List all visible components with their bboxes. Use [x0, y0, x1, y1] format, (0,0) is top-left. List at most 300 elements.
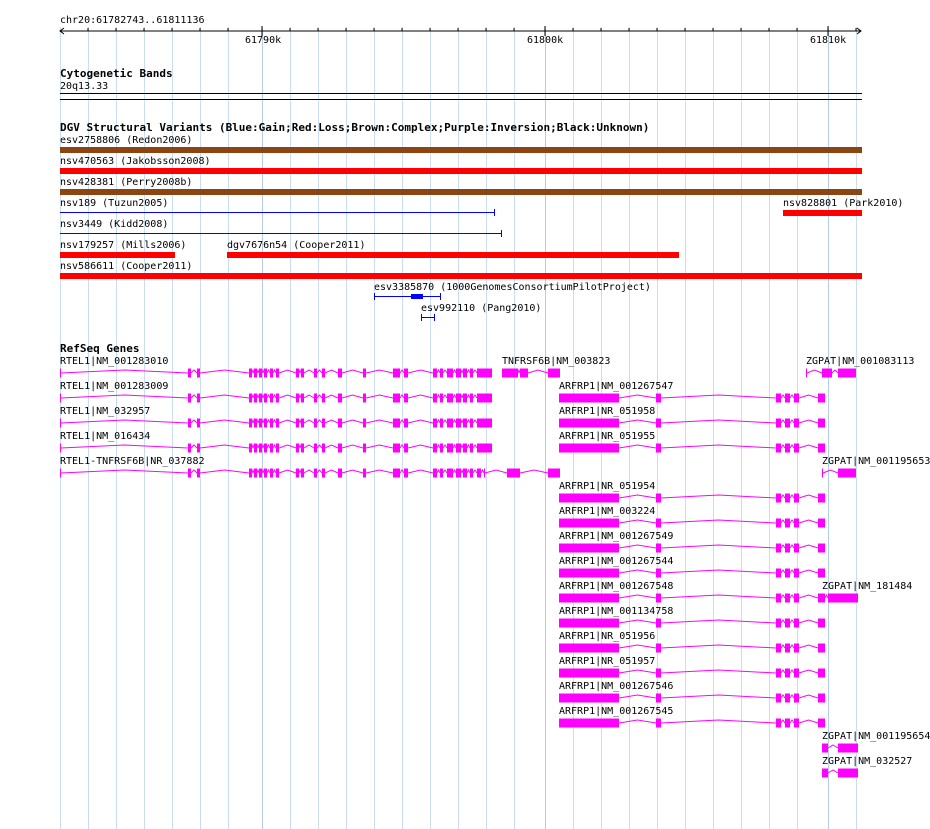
intron-line[interactable]: [400, 445, 404, 448]
arfrp1-exon[interactable]: [656, 494, 661, 503]
intron-line[interactable]: [437, 370, 440, 373]
rtel1-exon[interactable]: [363, 444, 366, 453]
rtel1-exon[interactable]: [470, 369, 473, 378]
arfrp1-exon[interactable]: [776, 694, 781, 703]
intron-line[interactable]: [828, 770, 838, 773]
rtel1-exon[interactable]: [363, 394, 366, 403]
intron-line[interactable]: [304, 445, 314, 448]
arfrp1-exon[interactable]: [785, 544, 790, 553]
intron-line[interactable]: [262, 420, 264, 423]
intron-line[interactable]: [408, 445, 433, 448]
intron-line[interactable]: [342, 445, 363, 448]
intron-line[interactable]: [257, 395, 259, 398]
intron-line[interactable]: [366, 445, 393, 448]
intron-line[interactable]: [325, 395, 338, 398]
intron-line[interactable]: [799, 495, 818, 498]
rtel1-exon[interactable]: [301, 444, 304, 453]
intron-line[interactable]: [661, 570, 776, 573]
intron-line[interactable]: [273, 370, 276, 373]
rtel1-tnfrsf6b-exon[interactable]: [548, 469, 560, 478]
intron-line[interactable]: [518, 370, 520, 373]
intron-line[interactable]: [619, 545, 656, 548]
arfrp1-exon[interactable]: [794, 594, 799, 603]
arfrp1-exon[interactable]: [656, 594, 661, 603]
intron-line[interactable]: [304, 370, 314, 373]
arfrp1-exon[interactable]: [785, 519, 790, 528]
arfrp1-exon[interactable]: [559, 569, 619, 578]
intron-line[interactable]: [443, 470, 447, 473]
arfrp1-exon[interactable]: [559, 669, 619, 678]
rtel1-exon[interactable]: [440, 444, 443, 453]
intron-line[interactable]: [257, 445, 259, 448]
intron-line[interactable]: [473, 420, 477, 423]
rtel1-exon[interactable]: [259, 444, 262, 453]
gene-label[interactable]: ARFRP1|NR_051956: [559, 631, 656, 642]
zgpat-exon[interactable]: [838, 369, 856, 378]
intron-line[interactable]: [267, 445, 270, 448]
intron-line[interactable]: [191, 445, 197, 448]
rtel1-exon[interactable]: [188, 369, 191, 378]
intron-line[interactable]: [781, 395, 785, 398]
intron-line[interactable]: [299, 395, 301, 398]
rtel1-tnfrsf6b-exon[interactable]: [322, 469, 325, 478]
rtel1-tnfrsf6b-exon[interactable]: [254, 469, 257, 478]
intron-line[interactable]: [799, 720, 818, 723]
rtel1-exon[interactable]: [276, 394, 279, 403]
intron-line[interactable]: [400, 395, 404, 398]
variant-label[interactable]: nsv3449 (Kidd2008): [60, 219, 169, 230]
arfrp1-exon[interactable]: [559, 619, 619, 628]
variant-label[interactable]: nsv189 (Tuzun2005): [60, 198, 169, 209]
intron-line[interactable]: [790, 720, 794, 723]
intron-line[interactable]: [437, 395, 440, 398]
rtel1-exon[interactable]: [276, 419, 279, 428]
arfrp1-exon[interactable]: [785, 444, 790, 453]
intron-line[interactable]: [279, 395, 296, 398]
rtel1-exon[interactable]: [338, 369, 342, 378]
intron-line[interactable]: [299, 445, 301, 448]
intron-line[interactable]: [61, 370, 188, 373]
rtel1-exon[interactable]: [463, 369, 467, 378]
rtel1-exon[interactable]: [433, 394, 437, 403]
intron-line[interactable]: [790, 570, 794, 573]
intron-line[interactable]: [279, 445, 296, 448]
arfrp1-exon[interactable]: [776, 444, 781, 453]
intron-line[interactable]: [279, 370, 296, 373]
intron-line[interactable]: [790, 695, 794, 698]
arfrp1-exon[interactable]: [776, 669, 781, 678]
intron-line[interactable]: [467, 420, 470, 423]
rtel1-tnfrsf6b-exon[interactable]: [314, 469, 317, 478]
arfrp1-exon[interactable]: [559, 519, 619, 528]
intron-line[interactable]: [661, 670, 776, 673]
intron-line[interactable]: [790, 520, 794, 523]
intron-line[interactable]: [461, 420, 463, 423]
rtel1-tnfrsf6b-exon[interactable]: [477, 469, 481, 478]
rtel1-tnfrsf6b-exon[interactable]: [249, 469, 252, 478]
intron-line[interactable]: [317, 370, 322, 373]
arfrp1-exon[interactable]: [656, 619, 661, 628]
arfrp1-exon[interactable]: [776, 594, 781, 603]
intron-line[interactable]: [273, 445, 276, 448]
rtel1-tnfrsf6b-exon[interactable]: [259, 469, 262, 478]
rtel1-exon[interactable]: [447, 419, 453, 428]
gene-label[interactable]: RTEL1|NM_001283009: [60, 381, 169, 392]
arfrp1-exon[interactable]: [776, 619, 781, 628]
intron-line[interactable]: [273, 395, 276, 398]
rtel1-exon[interactable]: [259, 419, 262, 428]
arfrp1-exon[interactable]: [785, 419, 790, 428]
intron-line[interactable]: [252, 445, 254, 448]
intron-line[interactable]: [325, 445, 338, 448]
rtel1-tnfrsf6b-exon[interactable]: [197, 469, 200, 478]
rtel1-exon[interactable]: [314, 444, 317, 453]
rtel1-exon[interactable]: [470, 444, 473, 453]
rtel1-exon[interactable]: [363, 369, 366, 378]
rtel1-exon[interactable]: [60, 419, 61, 428]
intron-line[interactable]: [252, 420, 254, 423]
intron-line[interactable]: [342, 470, 363, 473]
rtel1-exon[interactable]: [296, 444, 299, 453]
intron-line[interactable]: [257, 470, 259, 473]
rtel1-exon[interactable]: [456, 444, 461, 453]
rtel1-tnfrsf6b-exon[interactable]: [447, 469, 453, 478]
intron-line[interactable]: [200, 470, 249, 473]
intron-line[interactable]: [799, 445, 818, 448]
rtel1-exon[interactable]: [447, 369, 453, 378]
intron-line[interactable]: [799, 595, 818, 598]
intron-line[interactable]: [443, 370, 447, 373]
zgpat-exon[interactable]: [838, 769, 858, 778]
intron-line[interactable]: [790, 595, 794, 598]
rtel1-exon[interactable]: [254, 444, 257, 453]
arfrp1-exon[interactable]: [776, 569, 781, 578]
intron-line[interactable]: [200, 420, 249, 423]
arfrp1-exon[interactable]: [656, 644, 661, 653]
rtel1-exon[interactable]: [393, 419, 400, 428]
arfrp1-exon[interactable]: [776, 419, 781, 428]
intron-line[interactable]: [828, 745, 838, 748]
intron-line[interactable]: [262, 445, 264, 448]
intron-line[interactable]: [619, 645, 656, 648]
arfrp1-exon[interactable]: [559, 694, 619, 703]
intron-line[interactable]: [400, 370, 404, 373]
gene-label[interactable]: RTEL1-TNFRSF6B|NR_037882: [60, 456, 205, 467]
rtel1-tnfrsf6b-exon[interactable]: [507, 469, 520, 478]
rtel1-exon[interactable]: [197, 369, 200, 378]
arfrp1-exon[interactable]: [794, 619, 799, 628]
intron-line[interactable]: [299, 370, 301, 373]
rtel1-exon[interactable]: [322, 444, 325, 453]
rtel1-exon[interactable]: [249, 444, 252, 453]
intron-line[interactable]: [408, 470, 433, 473]
intron-line[interactable]: [790, 620, 794, 623]
arfrp1-exon[interactable]: [818, 719, 825, 728]
arfrp1-exon[interactable]: [794, 419, 799, 428]
zgpat-exon[interactable]: [806, 369, 807, 378]
zgpat-exon[interactable]: [822, 769, 828, 778]
arfrp1-exon[interactable]: [785, 594, 790, 603]
intron-line[interactable]: [366, 395, 393, 398]
tnfrsf6b-exon[interactable]: [548, 369, 560, 378]
arfrp1-exon[interactable]: [559, 594, 619, 603]
rtel1-exon[interactable]: [60, 444, 61, 453]
arfrp1-exon[interactable]: [818, 519, 825, 528]
rtel1-exon[interactable]: [270, 394, 273, 403]
intron-line[interactable]: [473, 470, 477, 473]
intron-line[interactable]: [317, 420, 322, 423]
intron-line[interactable]: [799, 645, 818, 648]
arfrp1-exon[interactable]: [794, 644, 799, 653]
rtel1-exon[interactable]: [270, 369, 273, 378]
gene-label[interactable]: ARFRP1|NM_001267546: [559, 681, 674, 692]
arfrp1-exon[interactable]: [818, 394, 825, 403]
intron-line[interactable]: [273, 470, 276, 473]
gene-label[interactable]: ARFRP1|NM_001267545: [559, 706, 674, 717]
intron-line[interactable]: [317, 445, 322, 448]
intron-line[interactable]: [200, 445, 249, 448]
rtel1-exon[interactable]: [477, 444, 492, 453]
intron-line[interactable]: [781, 670, 785, 673]
rtel1-exon[interactable]: [433, 444, 437, 453]
intron-line[interactable]: [799, 620, 818, 623]
intron-line[interactable]: [366, 370, 393, 373]
intron-line[interactable]: [661, 545, 776, 548]
intron-line[interactable]: [61, 395, 188, 398]
rtel1-exon[interactable]: [264, 419, 267, 428]
rtel1-exon[interactable]: [276, 444, 279, 453]
cytoband-label[interactable]: 20q13.33: [60, 81, 109, 92]
intron-line[interactable]: [790, 670, 794, 673]
arfrp1-exon[interactable]: [559, 644, 619, 653]
intron-line[interactable]: [408, 395, 433, 398]
rtel1-exon[interactable]: [254, 394, 257, 403]
intron-line[interactable]: [461, 370, 463, 373]
rtel1-tnfrsf6b-exon[interactable]: [60, 469, 61, 478]
intron-line[interactable]: [443, 445, 447, 448]
arfrp1-exon[interactable]: [794, 544, 799, 553]
intron-line[interactable]: [437, 470, 440, 473]
rtel1-exon[interactable]: [264, 444, 267, 453]
intron-line[interactable]: [825, 595, 828, 598]
variant-label[interactable]: esv992110 (Pang2010): [421, 303, 542, 314]
gene-label[interactable]: ARFRP1|NM_001267547: [559, 381, 674, 392]
rtel1-exon[interactable]: [276, 369, 279, 378]
arfrp1-exon[interactable]: [818, 669, 825, 678]
intron-line[interactable]: [267, 370, 270, 373]
rtel1-exon[interactable]: [249, 419, 252, 428]
rtel1-exon[interactable]: [322, 419, 325, 428]
intron-line[interactable]: [453, 395, 456, 398]
intron-line[interactable]: [200, 395, 249, 398]
intron-line[interactable]: [467, 370, 470, 373]
rtel1-exon[interactable]: [314, 419, 317, 428]
rtel1-exon[interactable]: [264, 369, 267, 378]
rtel1-exon[interactable]: [249, 394, 252, 403]
intron-line[interactable]: [781, 570, 785, 573]
intron-line[interactable]: [485, 470, 507, 473]
intron-line[interactable]: [342, 395, 363, 398]
intron-line[interactable]: [520, 470, 548, 473]
rtel1-exon[interactable]: [393, 369, 400, 378]
gene-label[interactable]: ZGPAT|NM_001083113: [806, 356, 915, 367]
intron-line[interactable]: [781, 420, 785, 423]
intron-line[interactable]: [304, 470, 314, 473]
intron-line[interactable]: [781, 595, 785, 598]
rtel1-exon[interactable]: [338, 419, 342, 428]
variant-label[interactable]: dgv7676n54 (Cooper2011): [227, 240, 366, 251]
intron-line[interactable]: [299, 470, 301, 473]
intron-line[interactable]: [781, 545, 785, 548]
variant-label[interactable]: nsv179257 (Mills2006): [60, 240, 187, 251]
rtel1-exon[interactable]: [301, 369, 304, 378]
rtel1-exon[interactable]: [314, 369, 317, 378]
rtel1-exon[interactable]: [338, 394, 342, 403]
zgpat-exon[interactable]: [822, 594, 825, 603]
arfrp1-exon[interactable]: [785, 569, 790, 578]
intron-line[interactable]: [267, 420, 270, 423]
intron-line[interactable]: [400, 470, 404, 473]
intron-line[interactable]: [781, 495, 785, 498]
rtel1-tnfrsf6b-exon[interactable]: [338, 469, 342, 478]
intron-line[interactable]: [325, 370, 338, 373]
intron-line[interactable]: [325, 470, 338, 473]
gene-label[interactable]: ZGPAT|NM_181484: [822, 581, 913, 592]
variant-label[interactable]: nsv828801 (Park2010): [783, 198, 904, 209]
arfrp1-exon[interactable]: [818, 419, 825, 428]
rtel1-exon[interactable]: [393, 394, 400, 403]
arfrp1-exon[interactable]: [656, 719, 661, 728]
intron-line[interactable]: [273, 420, 276, 423]
rtel1-exon[interactable]: [197, 419, 200, 428]
rtel1-exon[interactable]: [477, 419, 492, 428]
rtel1-tnfrsf6b-exon[interactable]: [393, 469, 400, 478]
rtel1-exon[interactable]: [470, 419, 473, 428]
rtel1-exon[interactable]: [296, 369, 299, 378]
intron-line[interactable]: [262, 370, 264, 373]
arfrp1-exon[interactable]: [656, 569, 661, 578]
arfrp1-exon[interactable]: [656, 519, 661, 528]
gene-label[interactable]: ARFRP1|NM_001267548: [559, 581, 674, 592]
intron-line[interactable]: [191, 395, 197, 398]
arfrp1-exon[interactable]: [776, 719, 781, 728]
rtel1-exon[interactable]: [404, 444, 408, 453]
arfrp1-exon[interactable]: [656, 544, 661, 553]
rtel1-exon[interactable]: [197, 444, 200, 453]
arfrp1-exon[interactable]: [818, 444, 825, 453]
rtel1-tnfrsf6b-exon[interactable]: [470, 469, 473, 478]
intron-line[interactable]: [453, 370, 456, 373]
gene-label[interactable]: ARFRP1|NM_003224: [559, 506, 656, 517]
intron-line[interactable]: [661, 595, 776, 598]
rtel1-exon[interactable]: [270, 419, 273, 428]
arfrp1-exon[interactable]: [794, 494, 799, 503]
intron-line[interactable]: [408, 370, 433, 373]
gene-label[interactable]: ARFRP1|NR_051957: [559, 656, 656, 667]
arfrp1-exon[interactable]: [656, 669, 661, 678]
intron-line[interactable]: [61, 445, 188, 448]
gene-label[interactable]: ZGPAT|NM_032527: [822, 756, 913, 767]
rtel1-exon[interactable]: [404, 394, 408, 403]
rtel1-tnfrsf6b-exon[interactable]: [440, 469, 443, 478]
gene-label[interactable]: TNFRSF6B|NM_003823: [502, 356, 611, 367]
intron-line[interactable]: [342, 420, 363, 423]
intron-line[interactable]: [437, 445, 440, 448]
arfrp1-exon[interactable]: [785, 669, 790, 678]
intron-line[interactable]: [257, 370, 259, 373]
intron-line[interactable]: [453, 420, 456, 423]
intron-line[interactable]: [317, 395, 322, 398]
intron-line[interactable]: [317, 470, 322, 473]
intron-line[interactable]: [619, 420, 656, 423]
arfrp1-exon[interactable]: [818, 619, 825, 628]
intron-line[interactable]: [299, 420, 301, 423]
intron-line[interactable]: [467, 395, 470, 398]
intron-line[interactable]: [252, 370, 254, 373]
intron-line[interactable]: [799, 520, 818, 523]
intron-line[interactable]: [467, 445, 470, 448]
rtel1-exon[interactable]: [363, 419, 366, 428]
intron-line[interactable]: [832, 370, 838, 373]
zgpat-exon[interactable]: [838, 744, 858, 753]
rtel1-exon[interactable]: [393, 444, 400, 453]
gene-label[interactable]: ARFRP1|NR_051955: [559, 431, 656, 442]
rtel1-exon[interactable]: [456, 419, 461, 428]
intron-line[interactable]: [252, 470, 254, 473]
intron-line[interactable]: [799, 545, 818, 548]
rtel1-exon[interactable]: [296, 419, 299, 428]
intron-line[interactable]: [619, 495, 656, 498]
rtel1-exon[interactable]: [463, 444, 467, 453]
gene-label[interactable]: ZGPAT|NM_001195653: [822, 456, 930, 467]
arfrp1-exon[interactable]: [818, 644, 825, 653]
intron-line[interactable]: [790, 495, 794, 498]
intron-line[interactable]: [619, 570, 656, 573]
gene-label[interactable]: RTEL1|NM_032957: [60, 406, 151, 417]
rtel1-exon[interactable]: [322, 369, 325, 378]
intron-line[interactable]: [799, 670, 818, 673]
intron-line[interactable]: [781, 620, 785, 623]
intron-line[interactable]: [781, 520, 785, 523]
arfrp1-exon[interactable]: [656, 394, 661, 403]
intron-line[interactable]: [799, 695, 818, 698]
variant-label[interactable]: nsv470563 (Jakobsson2008): [60, 156, 211, 167]
arfrp1-exon[interactable]: [818, 569, 825, 578]
intron-line[interactable]: [443, 395, 447, 398]
intron-line[interactable]: [304, 420, 314, 423]
arfrp1-exon[interactable]: [656, 694, 661, 703]
intron-line[interactable]: [781, 695, 785, 698]
intron-line[interactable]: [61, 420, 188, 423]
intron-line[interactable]: [661, 720, 776, 723]
intron-line[interactable]: [790, 545, 794, 548]
intron-line[interactable]: [453, 470, 456, 473]
intron-line[interactable]: [461, 395, 463, 398]
intron-line[interactable]: [437, 420, 440, 423]
rtel1-exon[interactable]: [470, 394, 473, 403]
rtel1-exon[interactable]: [188, 394, 191, 403]
arfrp1-exon[interactable]: [776, 644, 781, 653]
arfrp1-exon[interactable]: [785, 719, 790, 728]
gene-label[interactable]: ARFRP1|NR_051958: [559, 406, 656, 417]
intron-line[interactable]: [408, 420, 433, 423]
intron-line[interactable]: [443, 420, 447, 423]
arfrp1-exon[interactable]: [785, 494, 790, 503]
gene-label[interactable]: ARFRP1|NM_001267549: [559, 531, 674, 542]
intron-line[interactable]: [400, 420, 404, 423]
rtel1-tnfrsf6b-exon[interactable]: [264, 469, 267, 478]
intron-line[interactable]: [619, 520, 656, 523]
